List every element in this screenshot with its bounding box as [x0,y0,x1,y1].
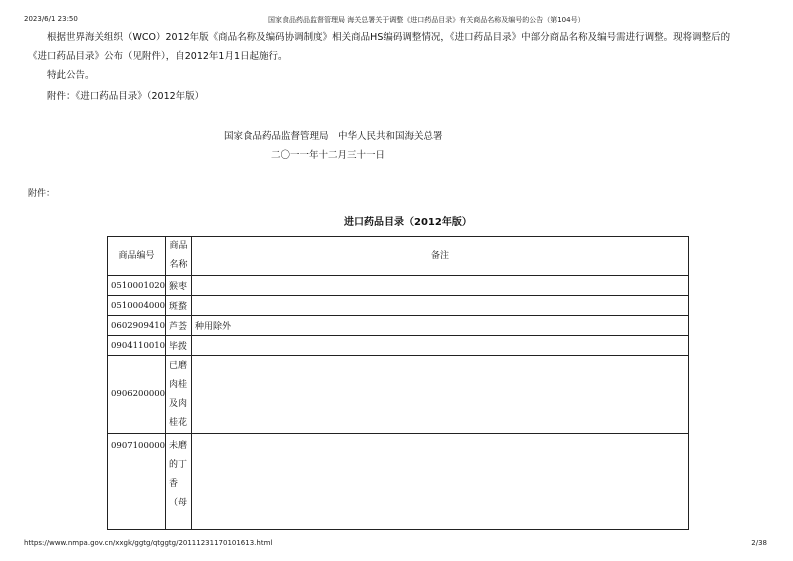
paragraph-1-line-2: 《进口药品目录》公布（见附件），自2012年1月1日起施行。 [28,51,288,62]
table-row [108,296,689,316]
table-row [108,434,689,530]
cell-code: 0510004000 [108,296,166,316]
cell-code: 0510001020 [108,276,166,296]
table-row [108,316,689,336]
cell-name: 猴枣 [166,276,192,296]
signature-agencies: 国家食品药品监督管理局 中华人民共和国海关总署 [224,131,443,142]
print-datetime: 2023/6/1 23:50 [24,15,78,23]
cell-note [192,356,689,434]
cell-note [192,296,689,316]
print-page-number: 2/38 [751,539,767,547]
cell-name: 芦荟 [166,316,192,336]
table-title: 进口药品目录（2012年版） [344,217,472,228]
signature-date: 二〇一一年十二月三十一日 [271,150,386,161]
cell-name: 已磨肉桂及肉桂花 [166,356,192,434]
drug-catalog-table [107,236,689,530]
cell-name: 未磨的丁香（母 [166,434,192,530]
cell-note [192,276,689,296]
cell-note: 种用除外 [192,316,689,336]
cell-code: 0602909410 [108,316,166,336]
table-row [108,356,689,434]
cell-name: 毕拨 [166,336,192,356]
cell-code: 0904110010 [108,336,166,356]
table-header-row [108,237,689,276]
cell-note [192,336,689,356]
paragraph-attachment-ref: 附件：《进口药品目录》（2012年版） [47,91,205,102]
table-row [108,276,689,296]
table-row [108,336,689,356]
cell-code: 0907100000 [108,434,166,530]
cell-name: 斑蝥 [166,296,192,316]
cell-code: 0906200000 [108,356,166,434]
print-url: https://www.nmpa.gov.cn/xxgk/ggtg/qtggtg/20111231170101613.html [24,539,273,547]
paragraph-announcement: 特此公告。 [47,70,95,81]
header-code: 商品编号 [108,237,166,276]
paragraph-1-line-1: 根据世界海关组织（WCO）2012年版《商品名称及编码协调制度》相关商品HS编码调整情况，《进口药品目录》中部分商品名称及编号需进行调整。现将调整后的 [47,32,731,43]
attachment-label: 附件： [28,189,56,199]
cell-note [192,434,689,530]
print-page-title: 国家食品药品监督管理局 海关总署关于调整《进口药品目录》有关商品名称及编号的公告（第104号） [268,16,585,24]
header-name: 商品名称 [166,237,192,276]
header-note: 备注 [192,237,689,276]
